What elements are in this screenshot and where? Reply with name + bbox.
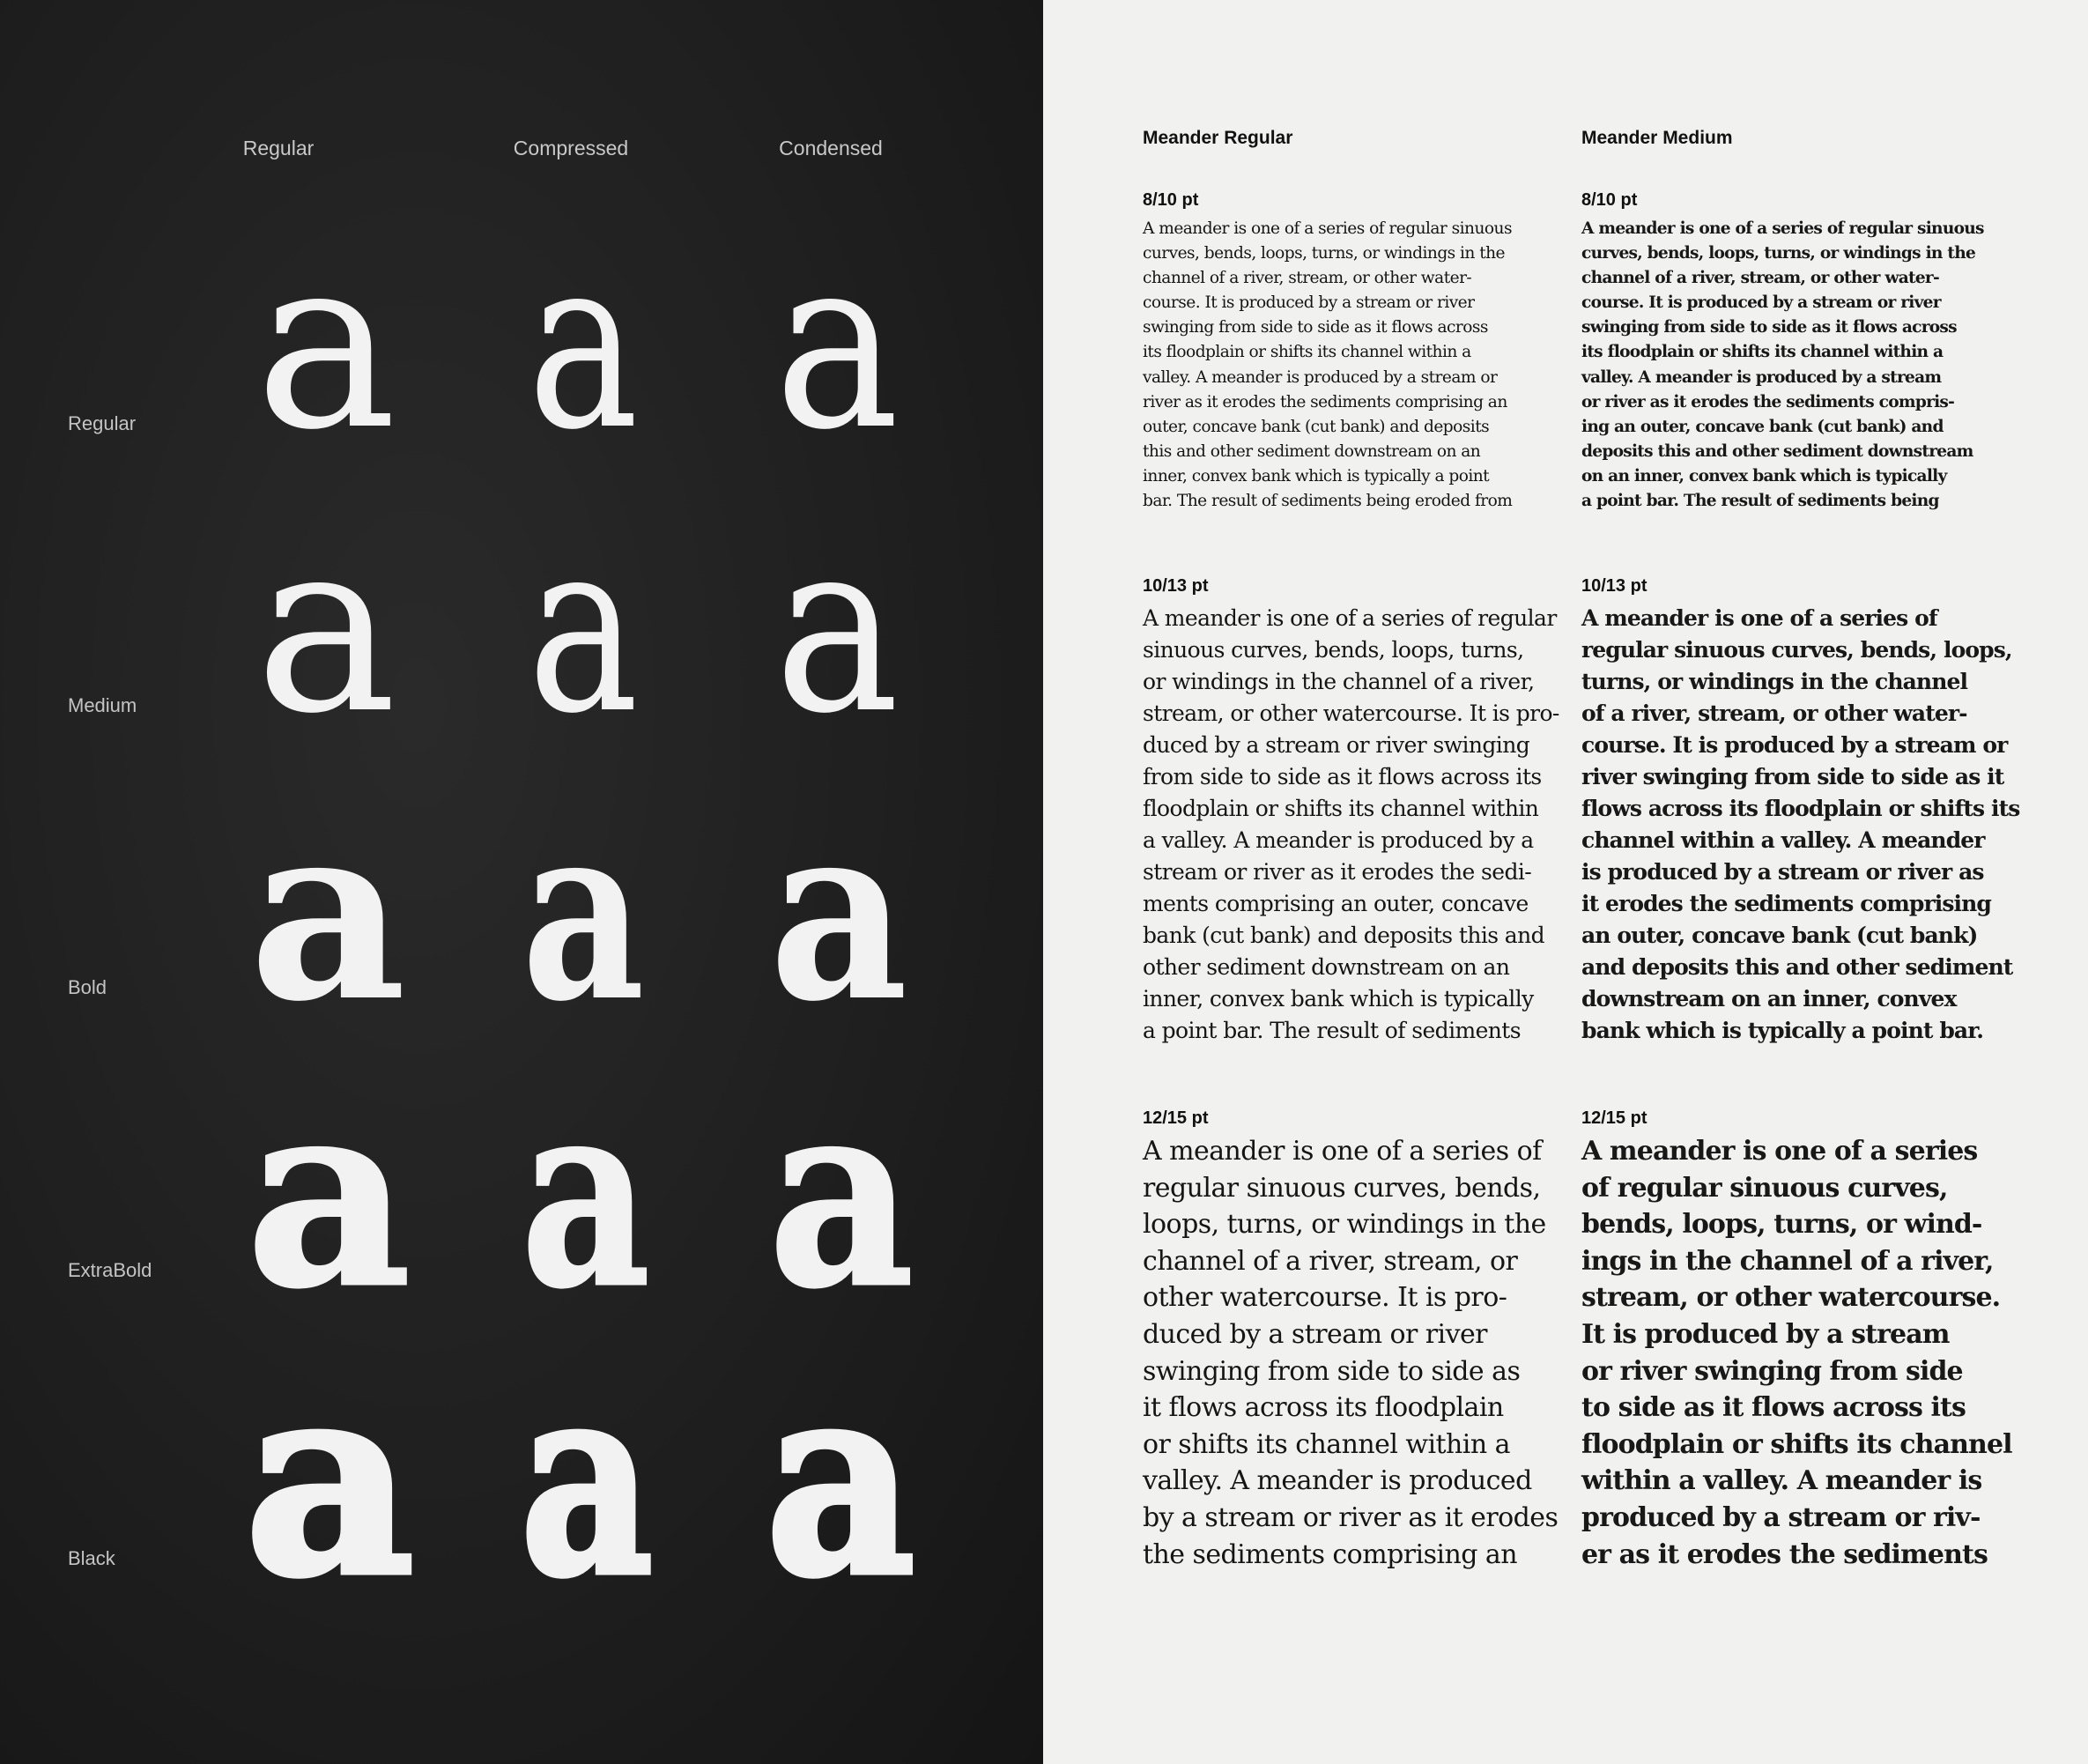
text-line: valley. A meander is produced by a stream or [1143,367,1498,387]
text-line: deposits this and other sediment downstream [1581,441,1973,461]
glyph-extrabold-condensed: a [768,1045,913,1345]
text-line: a point bar. The result of sediments [1143,1018,1521,1043]
text-line: bank which is typically a point bar. [1581,1018,1983,1043]
text-line: valley. A meander is produced by a stream [1581,367,1942,387]
text-line: river swinging from side to side as it [1581,764,2004,789]
text-line: of regular sinuous curves, [1581,1172,1948,1204]
glyph-regular-condensed: a [774,204,900,482]
text-block-10-13 [1581,603,2019,1047]
text-line: channel of a river, stream, or other water- [1143,269,1472,288]
text-line: flows across its floodplain or shifts its [1581,796,2020,821]
text-line: course. It is produced by a stream or river [1143,293,1475,313]
row-label-medium: Medium [68,694,137,716]
text-line: a valley. A meander is produced by a [1143,827,1534,853]
text-line: loops, turns, or windings in the [1143,1209,1546,1241]
text-line: swinging from side to side as [1143,1355,1521,1387]
text-line: swinging from side to side as it flows across [1143,318,1488,337]
column-label-condensed: Condensed [779,137,883,159]
text-line: ing an outer, concave bank (cut bank) and [1581,417,1944,436]
text-line: regular sinuous curves, bends, [1143,1172,1541,1204]
glyph-black-condensed: a [766,1326,915,1634]
text-line: to side as it flows across its [1581,1392,1966,1424]
text-line: A meander is one of a series [1581,1136,1978,1167]
glyph-extrabold-regular: a [246,1045,410,1345]
text-line: within a valley. A meander is [1581,1465,1982,1497]
text-line: or river as it erodes the sediments compris- [1581,392,1955,411]
face-title: Meander Regular [1143,128,1293,148]
text-block-12-15 [1143,1133,1558,1573]
glyph-bold-regular: a [248,770,407,1056]
text-line: channel within a valley. A meander [1581,827,1985,853]
size-label-10-13: 10/13 pt [1581,576,1647,596]
text-line: It is produced by a stream [1581,1318,1950,1350]
glyph-black-regular: a [244,1326,415,1634]
text-specimen-page [1043,0,2088,1764]
text-line: stream, or other watercourse. It is pro- [1143,700,1559,726]
column-label-compressed: Compressed [513,137,629,159]
text-line: ments comprising an outer, concave [1143,891,1529,916]
text-line: it flows across its floodplain [1143,1392,1504,1424]
text-line: inner, convex bank which is typically a point [1143,466,1490,485]
glyph-extrabold-compressed: a [521,1045,649,1345]
glyph-medium-condensed: a [774,488,900,766]
size-label-8-10: 8/10 pt [1581,190,1638,210]
text-line: valley. A meander is produced [1143,1465,1532,1497]
text-line: by a stream or river as it erodes [1143,1501,1559,1533]
size-label-12-15: 12/15 pt [1581,1108,1647,1128]
glyph-specimen-page [0,0,1043,1764]
glyph-regular-compressed: a [528,204,639,482]
glyph-medium-compressed: a [528,488,639,766]
size-label-8-10: 8/10 pt [1143,190,1199,210]
text-block-10-13 [1143,603,1559,1047]
text-line: floodplain or shifts its channel within [1143,796,1539,821]
row-label-bold: Bold [68,976,107,998]
text-line: a point bar. The result of sediments being [1581,492,1939,511]
text-line: or river swinging from side [1581,1355,1963,1387]
text-line: or shifts its channel within a [1143,1428,1510,1460]
text-line: this and other sediment downstream on an [1143,441,1481,461]
text-line: A meander is one of a series of regular sinuous [1581,219,1984,238]
text-line: curves, bends, loops, turns, or windings in the [1581,244,1976,263]
text-line: it erodes the sediments comprising [1581,891,1991,916]
text-line: its floodplain or shifts its channel within a [1143,343,1471,362]
text-line: produced by a stream or riv- [1581,1501,1981,1533]
text-line: channel of a river, stream, or other water- [1581,269,1939,288]
text-line: regular sinuous curves, bends, loops, [1581,637,2012,663]
text-line: swinging from side to side as it flows across [1581,318,1957,337]
glyph-bold-condensed: a [769,770,908,1056]
text-line: floodplain or shifts its channel [1581,1428,2012,1460]
text-line: er as it erodes the sediments [1581,1538,1988,1570]
text-line: sinuous curves, bends, loops, turns, [1143,637,1524,663]
text-line: course. It is produced by a stream or [1581,732,2008,758]
glyph-medium-regular: a [255,488,397,766]
text-line: A meander is one of a series of [1143,1136,1542,1167]
text-line: is produced by a stream or river as [1581,859,1984,885]
glyph-regular-regular: a [255,204,397,482]
text-block-8-10 [1143,217,1512,514]
column-label-regular: Regular [242,137,315,159]
text-line: inner, convex bank which is typically [1143,986,1534,1012]
text-line: or windings in the channel of a river, [1143,669,1535,694]
text-line: other sediment downstream on an [1143,954,1510,980]
text-line: bar. The result of sediments being eroded from [1143,492,1513,511]
face-title: Meander Medium [1581,128,1733,148]
text-line: of a river, stream, or other water- [1581,700,1967,726]
text-line: stream, or other watercourse. [1581,1282,2001,1314]
text-line: turns, or windings in the channel [1581,669,1968,694]
text-line: from side to side as it flows across its [1143,764,1542,789]
text-block-12-15 [1581,1133,2012,1573]
row-label-regular: Regular [68,412,137,434]
text-line: channel of a river, stream, or [1143,1245,1518,1277]
row-label-black: Black [68,1547,115,1569]
glyph-black-compressed: a [520,1326,654,1634]
text-line: on an inner, convex bank which is typically [1581,466,1947,485]
text-line: bank (cut bank) and deposits this and [1143,923,1544,948]
text-line: stream or river as it erodes the sedi- [1143,859,1532,885]
text-line: duced by a stream or river swinging [1143,732,1530,758]
text-line: downstream on an inner, convex [1581,986,1957,1012]
text-line: A meander is one of a series of [1581,605,1937,631]
row-label-extrabold: ExtraBold [68,1259,152,1281]
text-line: outer, concave bank (cut bank) and deposits [1143,417,1490,436]
text-line: course. It is produced by a stream or river [1581,293,1941,313]
text-line: other watercourse. It is pro- [1143,1282,1507,1314]
text-block-8-10 [1581,217,1984,514]
text-line: its floodplain or shifts its channel within a [1581,343,1944,362]
text-line: A meander is one of a series of regular [1143,605,1557,631]
size-label-12-15: 12/15 pt [1143,1108,1209,1128]
text-line: an outer, concave bank (cut bank) [1581,923,1978,948]
glyph-bold-compressed: a [522,770,645,1056]
text-line: and deposits this and other sediment [1581,954,2013,980]
text-line: the sediments comprising an [1143,1538,1517,1570]
text-line: bends, loops, turns, or wind- [1581,1209,1982,1241]
text-line: duced by a stream or river [1143,1318,1487,1350]
text-line: A meander is one of a series of regular sinuous [1143,219,1512,238]
text-line: river as it erodes the sediments comprising an [1143,392,1507,411]
size-label-10-13: 10/13 pt [1143,576,1209,596]
text-line: ings in the channel of a river, [1581,1245,1994,1277]
text-line: curves, bends, loops, turns, or windings in the [1143,244,1506,263]
